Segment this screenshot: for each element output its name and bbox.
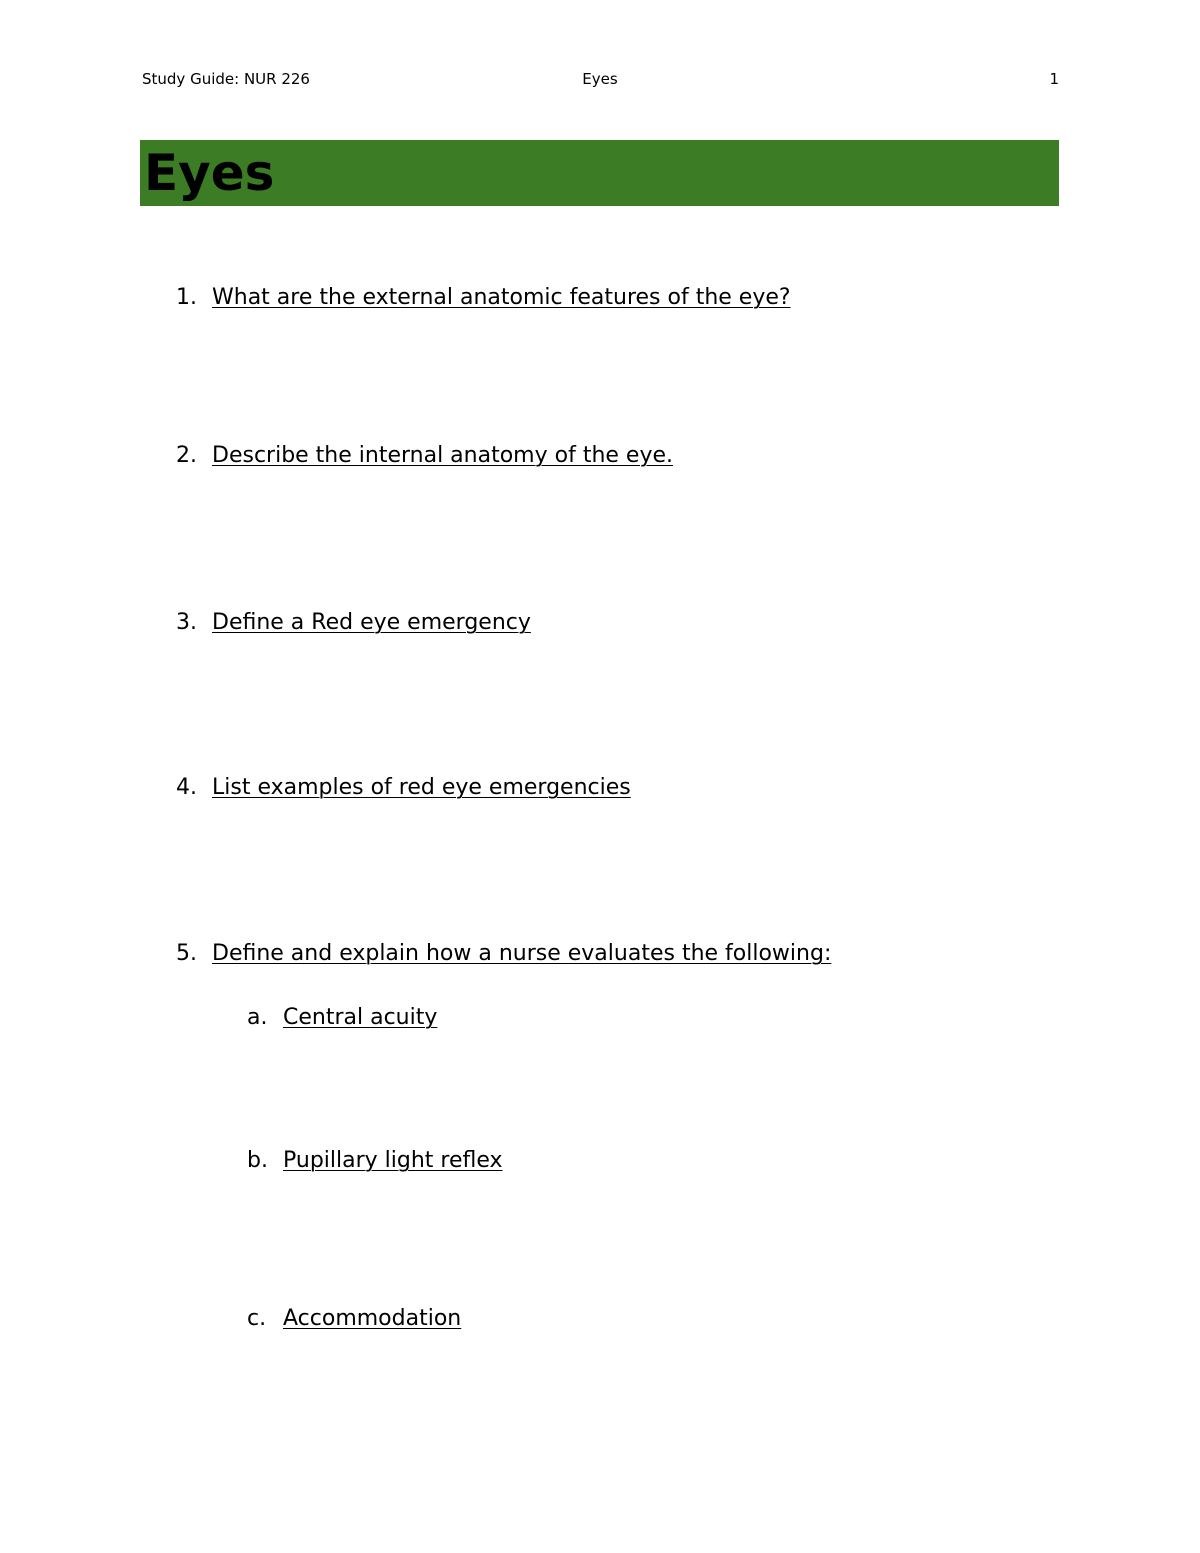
header-course-label: Study Guide: NUR 226 [142, 70, 310, 88]
question-number: 3. [176, 610, 197, 635]
page-title: Eyes [144, 144, 275, 202]
sub-question-letter: a. [247, 1005, 268, 1030]
header-topic-label: Eyes [582, 70, 618, 88]
question-text: List examples of red eye emergencies [212, 775, 631, 800]
sub-question-text: Accommodation [283, 1306, 462, 1331]
sub-question-text: Pupillary light reflex [283, 1148, 503, 1173]
sub-question-letter: b. [247, 1148, 268, 1173]
question-text: Define a Red eye emergency [212, 610, 531, 635]
question-number: 1. [176, 285, 197, 310]
question-text: What are the external anatomic features of the eye? [212, 285, 791, 310]
header-page-number: 1 [1049, 70, 1059, 88]
question-number: 5. [176, 941, 197, 966]
question-number: 4. [176, 775, 197, 800]
question-text: Describe the internal anatomy of the eye. [212, 443, 674, 468]
title-banner [140, 140, 1059, 206]
sub-question-text: Central acuity [283, 1005, 438, 1030]
question-text: Define and explain how a nurse evaluates the following: [212, 941, 832, 966]
sub-question-letter: c. [247, 1306, 267, 1331]
question-number: 2. [176, 443, 197, 468]
